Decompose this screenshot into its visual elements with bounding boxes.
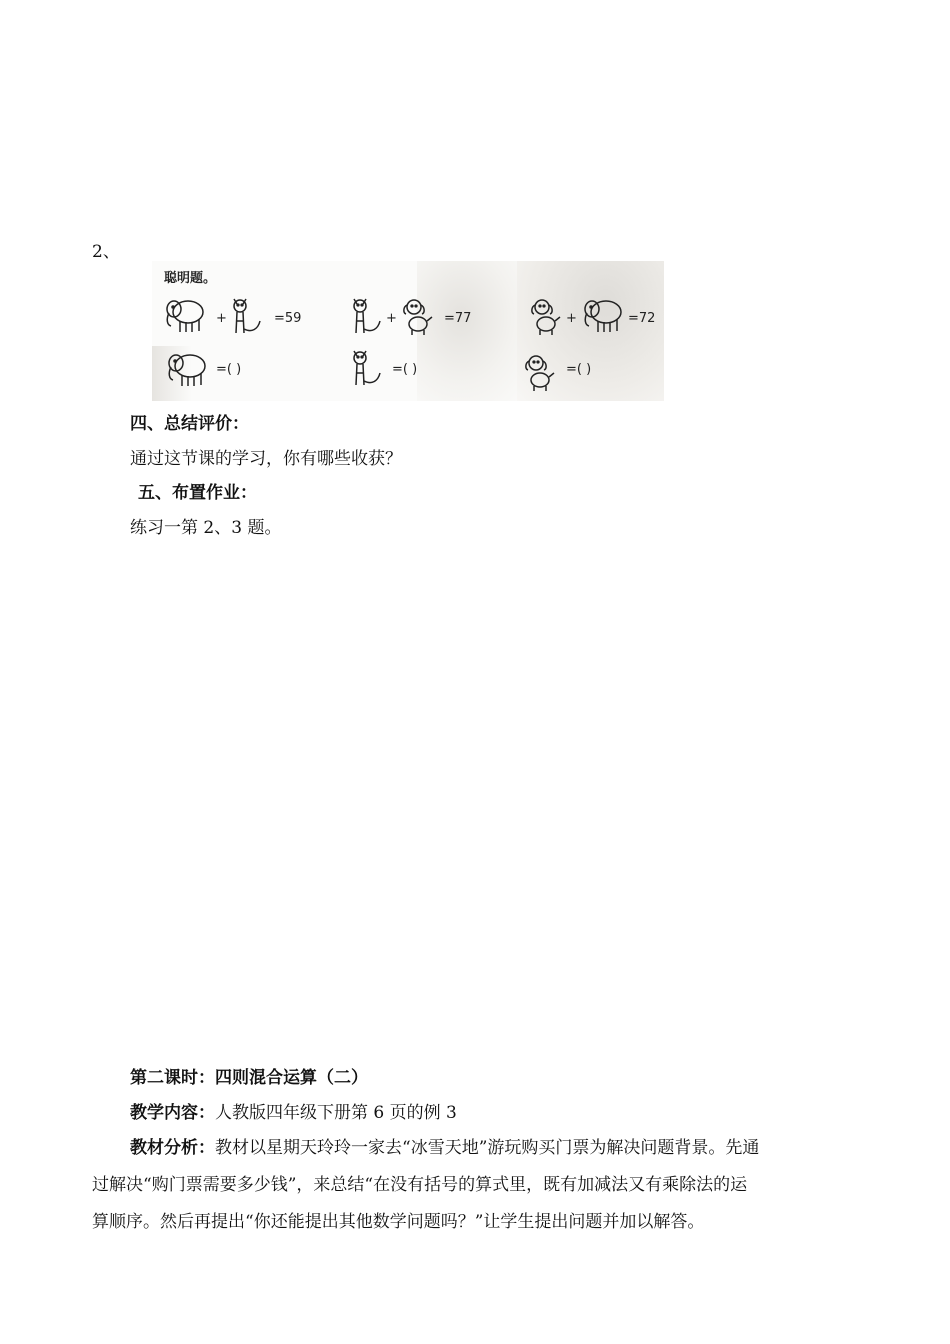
cat-icon xyxy=(348,295,388,337)
lesson-2-title: 第二课时：四则混合运算（二） xyxy=(130,1068,368,1088)
analysis-line-2: 过解决“购门票需要多少钱”，来总结“在没有括号的算式里，既有加减法又有乘除法的运 xyxy=(92,1175,748,1195)
plus-sign: + xyxy=(216,311,227,326)
dog-icon xyxy=(528,297,568,337)
equation-1-result: =59 xyxy=(274,311,302,326)
elephant-icon xyxy=(580,295,626,335)
analysis-line-3: 算顺序。然后再提出“你还能提出其他数学问题吗？”让学生提出问题并加以解答。 xyxy=(92,1212,705,1232)
answer-blank-dog: =( ) xyxy=(566,362,592,377)
question-number: 2、 xyxy=(92,242,120,262)
plus-sign: + xyxy=(386,311,397,326)
section-4-heading: 四、总结评价： xyxy=(130,414,249,434)
cat-icon xyxy=(348,347,388,389)
teaching-content-line xyxy=(130,1102,457,1124)
analysis-text-1: 教材以星期天玲玲一家去“冰雪天地”游玩购买门票为解决问题背景。先通 xyxy=(215,1138,760,1158)
elephant-icon xyxy=(162,295,208,335)
section-5-heading: 五、布置作业： xyxy=(138,483,257,503)
equation-3-result: =72 xyxy=(628,311,656,326)
answer-blank-elephant: =( ) xyxy=(216,362,242,377)
cat-icon xyxy=(228,295,268,337)
section-4-body: 通过这节课的学习，你有哪些收获？ xyxy=(130,449,402,469)
plus-sign: + xyxy=(566,311,577,326)
equation-2-result: =77 xyxy=(444,311,472,326)
smart-puzzle-image xyxy=(152,261,664,401)
puzzle-title: 聪明题。 xyxy=(164,271,217,286)
dog-icon xyxy=(400,297,440,337)
answer-blank-cat: =( ) xyxy=(392,362,418,377)
analysis-line-1 xyxy=(130,1137,759,1159)
analysis-label: 教材分析： xyxy=(130,1138,215,1158)
teaching-content-label: 教学内容： xyxy=(130,1103,215,1123)
teaching-content-text: 人教版四年级下册第 6 页的例 3 xyxy=(215,1103,457,1123)
dog-icon xyxy=(522,353,562,393)
section-5-body: 练习一第 2、3 题。 xyxy=(130,518,282,538)
elephant-icon xyxy=(164,349,210,389)
